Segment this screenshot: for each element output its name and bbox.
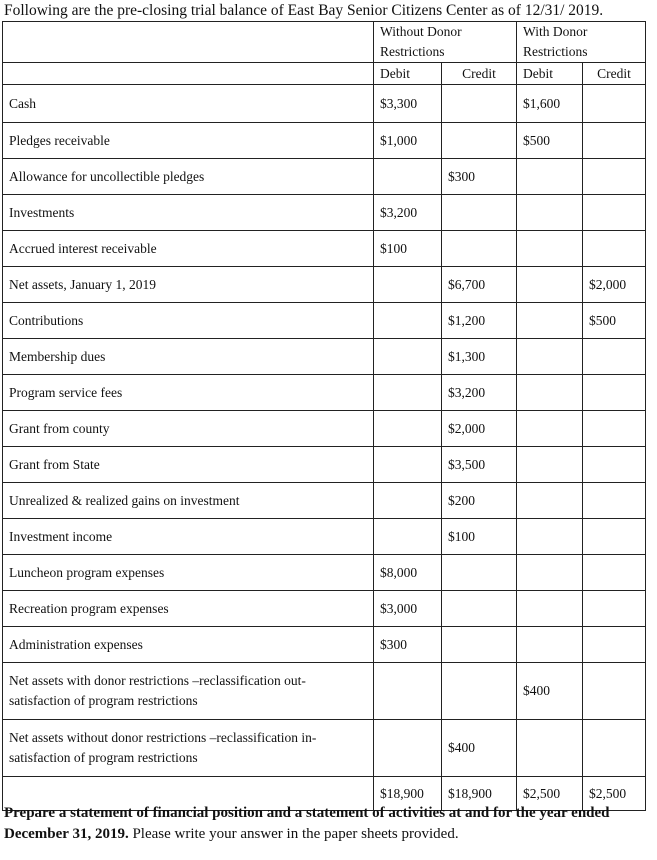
with-debit (517, 720, 583, 777)
with-credit (583, 339, 646, 375)
with-debit (517, 159, 583, 195)
header-blank (3, 63, 374, 85)
with-debit (517, 411, 583, 447)
without-debit (374, 411, 442, 447)
without-debit: $100 (374, 231, 442, 267)
table-row (3, 519, 646, 555)
with-credit (583, 411, 646, 447)
account-name: Pledges receivable (3, 123, 374, 159)
without-credit: $1,200 (442, 303, 517, 339)
table-row (3, 231, 646, 267)
without-debit (374, 663, 442, 720)
with-credit (583, 483, 646, 519)
with-credit (583, 591, 646, 627)
without-credit (442, 663, 517, 720)
with-debit (517, 375, 583, 411)
with-credit (583, 195, 646, 231)
with-credit (583, 627, 646, 663)
header-with-line2: Restrictions (523, 44, 588, 59)
header-debit-without: Debit (374, 63, 442, 85)
with-debit (517, 267, 583, 303)
without-credit (442, 627, 517, 663)
account-name: Contributions (3, 303, 374, 339)
without-debit (374, 720, 442, 777)
with-debit (517, 519, 583, 555)
without-debit (374, 339, 442, 375)
account-name: Unrealized & realized gains on investment (3, 483, 374, 519)
table-row (3, 720, 646, 777)
without-credit: $2,000 (442, 411, 517, 447)
account-name: Grant from State (3, 447, 374, 483)
account-name: Program service fees (3, 375, 374, 411)
with-credit (583, 123, 646, 159)
account-name: Net assets, January 1, 2019 (3, 267, 374, 303)
with-debit (517, 447, 583, 483)
table-row (3, 303, 646, 339)
without-credit (442, 591, 517, 627)
total-with-debit: $2,500 (517, 777, 583, 811)
header-credit-without: Credit (442, 63, 517, 85)
without-debit: $3,300 (374, 85, 442, 123)
header-without-donor (374, 22, 517, 63)
without-credit: $100 (442, 519, 517, 555)
table-row (3, 591, 646, 627)
header-debit-with: Debit (517, 63, 583, 85)
intro-text: Following are the pre-closing trial balance of East Bay Senior Citizens Center as of 12/31/ 2019. (4, 2, 604, 19)
without-credit: $6,700 (442, 267, 517, 303)
instructions (4, 803, 644, 845)
account-name: Membership dues (3, 339, 374, 375)
table-row (3, 339, 646, 375)
account-name: Luncheon program expenses (3, 555, 374, 591)
with-credit: $500 (583, 303, 646, 339)
without-debit: $3,200 (374, 195, 442, 231)
table-row (3, 267, 646, 303)
with-credit (583, 720, 646, 777)
table-row (3, 483, 646, 519)
with-credit: $2,000 (583, 267, 646, 303)
without-debit (374, 483, 442, 519)
header-without-line1: Without Donor (380, 24, 462, 39)
with-debit (517, 195, 583, 231)
with-credit (583, 375, 646, 411)
total-with-credit: $2,500 (583, 777, 646, 811)
header-without-line2: Restrictions (380, 44, 445, 59)
with-debit (517, 231, 583, 267)
header-with-line1: With Donor (523, 24, 588, 39)
account-name: Cash (3, 85, 374, 123)
account-name: Net assets without donor restrictions –reclassification in-satisfaction of program restrictions (3, 720, 374, 777)
trial-balance-table (2, 21, 646, 811)
with-debit (517, 339, 583, 375)
without-debit (374, 267, 442, 303)
table-row (3, 555, 646, 591)
instructions-normal: Please write your answer in the paper sheets provided. (128, 826, 459, 842)
with-debit (517, 627, 583, 663)
account-name: Allowance for uncollectible pledges (3, 159, 374, 195)
without-debit: $8,000 (374, 555, 442, 591)
with-credit (583, 85, 646, 123)
table-row (3, 627, 646, 663)
without-debit: $300 (374, 627, 442, 663)
table-row (3, 447, 646, 483)
with-debit: $500 (517, 123, 583, 159)
with-credit (583, 519, 646, 555)
table-row (3, 375, 646, 411)
instructions-bold: Prepare a statement of financial position and a statement of activities at and for the year ended December 31, 2019. (4, 805, 610, 842)
with-credit (583, 159, 646, 195)
total-without-credit: $18,900 (442, 777, 517, 811)
without-credit (442, 85, 517, 123)
without-credit: $3,500 (442, 447, 517, 483)
table-row (3, 159, 646, 195)
without-debit: $3,000 (374, 591, 442, 627)
header-debit-credit-row (3, 63, 646, 85)
without-credit (442, 123, 517, 159)
without-credit (442, 555, 517, 591)
without-debit (374, 375, 442, 411)
account-name: Net assets with donor restrictions –reclassification out-satisfaction of program restrictions (3, 663, 374, 720)
table-row (3, 663, 646, 720)
with-debit (517, 555, 583, 591)
without-debit (374, 159, 442, 195)
account-name: Investments (3, 195, 374, 231)
account-name: Accrued interest receivable (3, 231, 374, 267)
table-row (3, 411, 646, 447)
without-debit: $1,000 (374, 123, 442, 159)
header-credit-with: Credit (583, 63, 646, 85)
account-name: Recreation program expenses (3, 591, 374, 627)
without-credit (442, 231, 517, 267)
without-debit (374, 303, 442, 339)
account-name: Grant from county (3, 411, 374, 447)
without-debit (374, 519, 442, 555)
with-debit: $1,600 (517, 85, 583, 123)
without-debit (374, 447, 442, 483)
total-without-debit: $18,900 (374, 777, 442, 811)
without-credit (442, 195, 517, 231)
with-credit (583, 555, 646, 591)
without-credit: $3,200 (442, 375, 517, 411)
account-name: Administration expenses (3, 627, 374, 663)
table-row (3, 85, 646, 123)
with-credit (583, 447, 646, 483)
header-group-row (3, 22, 646, 63)
without-credit: $400 (442, 720, 517, 777)
without-credit: $300 (442, 159, 517, 195)
table-row (3, 123, 646, 159)
with-debit (517, 303, 583, 339)
with-debit (517, 591, 583, 627)
with-credit (583, 231, 646, 267)
with-debit (517, 483, 583, 519)
with-debit: $400 (517, 663, 583, 720)
without-credit: $1,300 (442, 339, 517, 375)
with-credit (583, 663, 646, 720)
header-with-donor (517, 22, 646, 63)
account-name: Investment income (3, 519, 374, 555)
table-row (3, 195, 646, 231)
without-credit: $200 (442, 483, 517, 519)
header-empty-cell (3, 22, 374, 63)
